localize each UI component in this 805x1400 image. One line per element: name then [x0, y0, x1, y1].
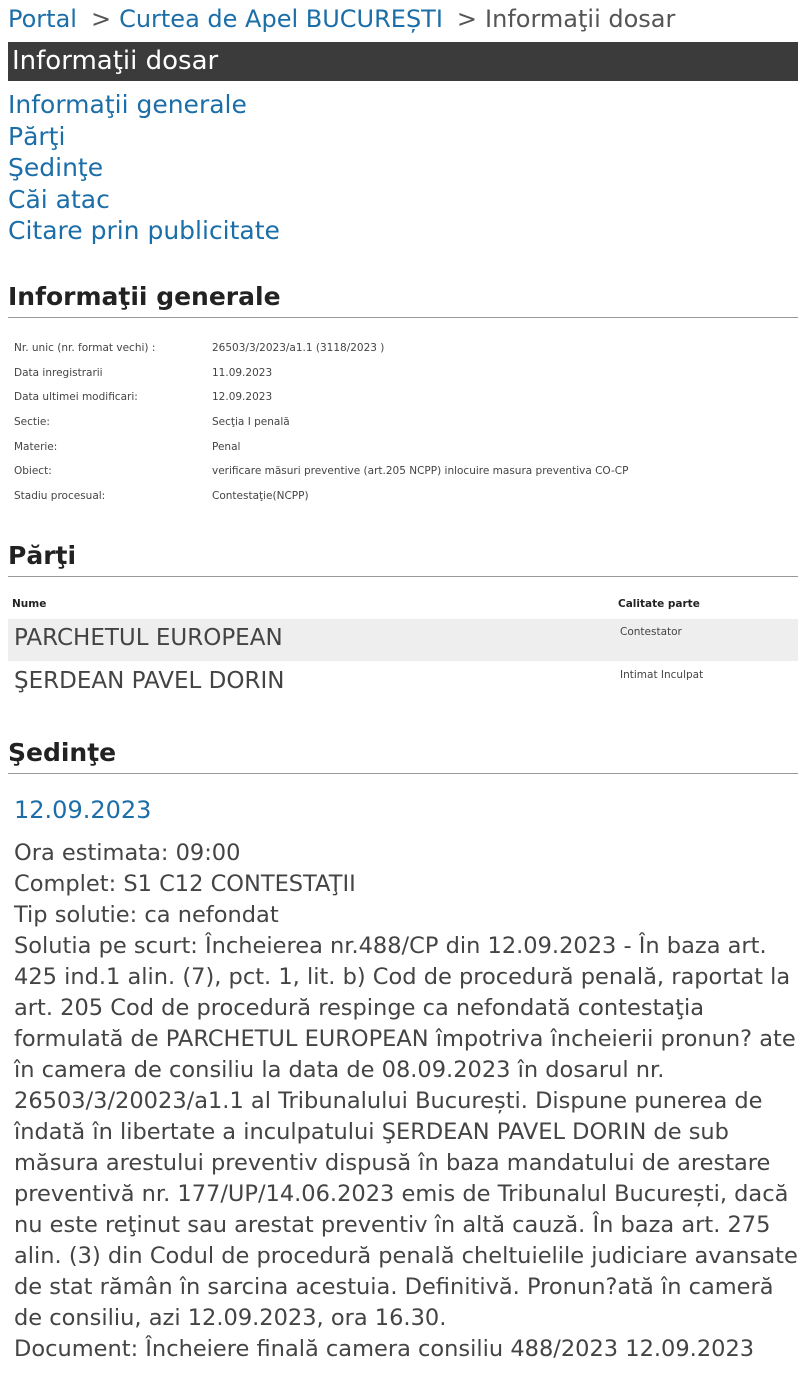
info-value: 11.09.2023	[212, 366, 273, 379]
info-label: Materie:	[14, 440, 58, 453]
anchor-link-public-summons[interactable]: Citare prin publicitate	[8, 216, 280, 245]
info-label: Obiect:	[14, 465, 52, 478]
general-info-table	[14, 336, 794, 508]
info-value: 12.09.2023	[212, 391, 273, 404]
info-label: Data ultimei modificari:	[14, 391, 138, 404]
info-row	[14, 385, 794, 410]
info-value: 26503/3/2023/a1.1 (3118/2023 )	[212, 342, 385, 355]
anchor-link-appeals[interactable]: Căi atac	[8, 184, 110, 214]
table-row	[8, 619, 798, 661]
info-row	[14, 410, 794, 435]
info-row	[14, 434, 794, 459]
breadcrumb-current: Informaţii dosar	[485, 5, 676, 33]
hearing-document: Document: Încheiere finală camera consiliu 488/2023 12.09.2023	[14, 1336, 755, 1362]
column-header-role: Calitate parte	[618, 598, 700, 610]
table-row	[8, 662, 798, 704]
hearing-time: Ora estimata: 09:00	[14, 840, 241, 866]
breadcrumb-court-link[interactable]: Curtea de Apel BUCUREȘTI	[119, 5, 443, 33]
parties-table-header	[12, 598, 798, 614]
info-value: verificare măsuri preventive (art.205 NCPP) inlocuire masura preventiva CO-CP	[212, 465, 629, 478]
hearing-details	[14, 838, 798, 1365]
party-name: ŞERDEAN PAVEL DORIN	[14, 668, 285, 694]
hearing-date-link[interactable]: 12.09.2023	[14, 796, 152, 824]
info-row	[14, 361, 794, 386]
party-role: Contestator	[620, 626, 682, 638]
party-role: Intimat Inculpat	[620, 669, 704, 681]
info-value: Contestaţie(NCPP)	[212, 489, 309, 502]
info-row	[14, 484, 794, 509]
info-label: Data inregistrarii	[14, 366, 103, 379]
hearing-solution-summary: Solutia pe scurt: Încheierea nr.488/CP din 12.09.2023 - În baza art. 425 ind.1 alin. (7), pct. 1, lit. b) Cod de procedură penală, raportat la art. 205 Cod de procedură respinge ca nefondată contestaţia formulată de PARCHETUL EUROPEAN împotriva încheierii pronun? ate în camera de consiliu la data de 08.09.2023 în dosarul nr. 26503/3/20023/a1.1 al Tribunalului București. Dispune punerea de îndată în libertate a inculpatului ŞERDEAN PAVEL DORIN de sub măsura arestului preventiv dispusă în baza mandatului de arestare preventivă nr. 177/UP/14.06.2023 emis de Tribunalul București, dacă nu este reţinut sau arestat preventiv în altă cauză. În baza art. 275 alin. (3) din Codul de procedură penală cheltuielile judiciare avansate de stat rămân în sarcina acestuia. Definitivă. Pronun?ată în cameră de consiliu, azi 12.09.2023, ora 16.30.	[14, 933, 798, 1331]
hearing-solution-type: Tip solutie: ca nefondat	[14, 902, 279, 928]
info-value: Penal	[212, 440, 241, 453]
column-header-name: Nume	[12, 598, 47, 610]
info-row	[14, 459, 794, 484]
general-info-heading: Informaţii generale	[8, 282, 798, 318]
breadcrumb-portal-link[interactable]: Portal	[8, 5, 77, 33]
anchor-link-general-info[interactable]: Informaţii generale	[8, 90, 247, 119]
hearings-heading: Şedinţe	[8, 738, 798, 774]
breadcrumb	[8, 2, 675, 36]
info-value: Secţia I penală	[212, 416, 290, 429]
hearing-panel: Complet: S1 C12 CONTESTAŢII	[14, 871, 356, 897]
info-label: Stadiu procesual:	[14, 489, 106, 502]
info-label: Nr. unic (nr. format vechi) :	[14, 342, 156, 355]
party-name: PARCHETUL EUROPEAN	[14, 625, 283, 651]
info-row	[14, 336, 794, 361]
anchor-link-parties[interactable]: Părţi	[8, 121, 66, 151]
breadcrumb-separator: >	[90, 5, 112, 33]
info-label: Sectie:	[14, 416, 50, 429]
section-anchor-list	[8, 89, 280, 247]
page-title: Informaţii dosar	[8, 42, 798, 81]
anchor-link-hearings[interactable]: Şedinţe	[8, 153, 104, 182]
parties-heading: Părţi	[8, 541, 798, 577]
breadcrumb-separator: >	[456, 5, 478, 33]
